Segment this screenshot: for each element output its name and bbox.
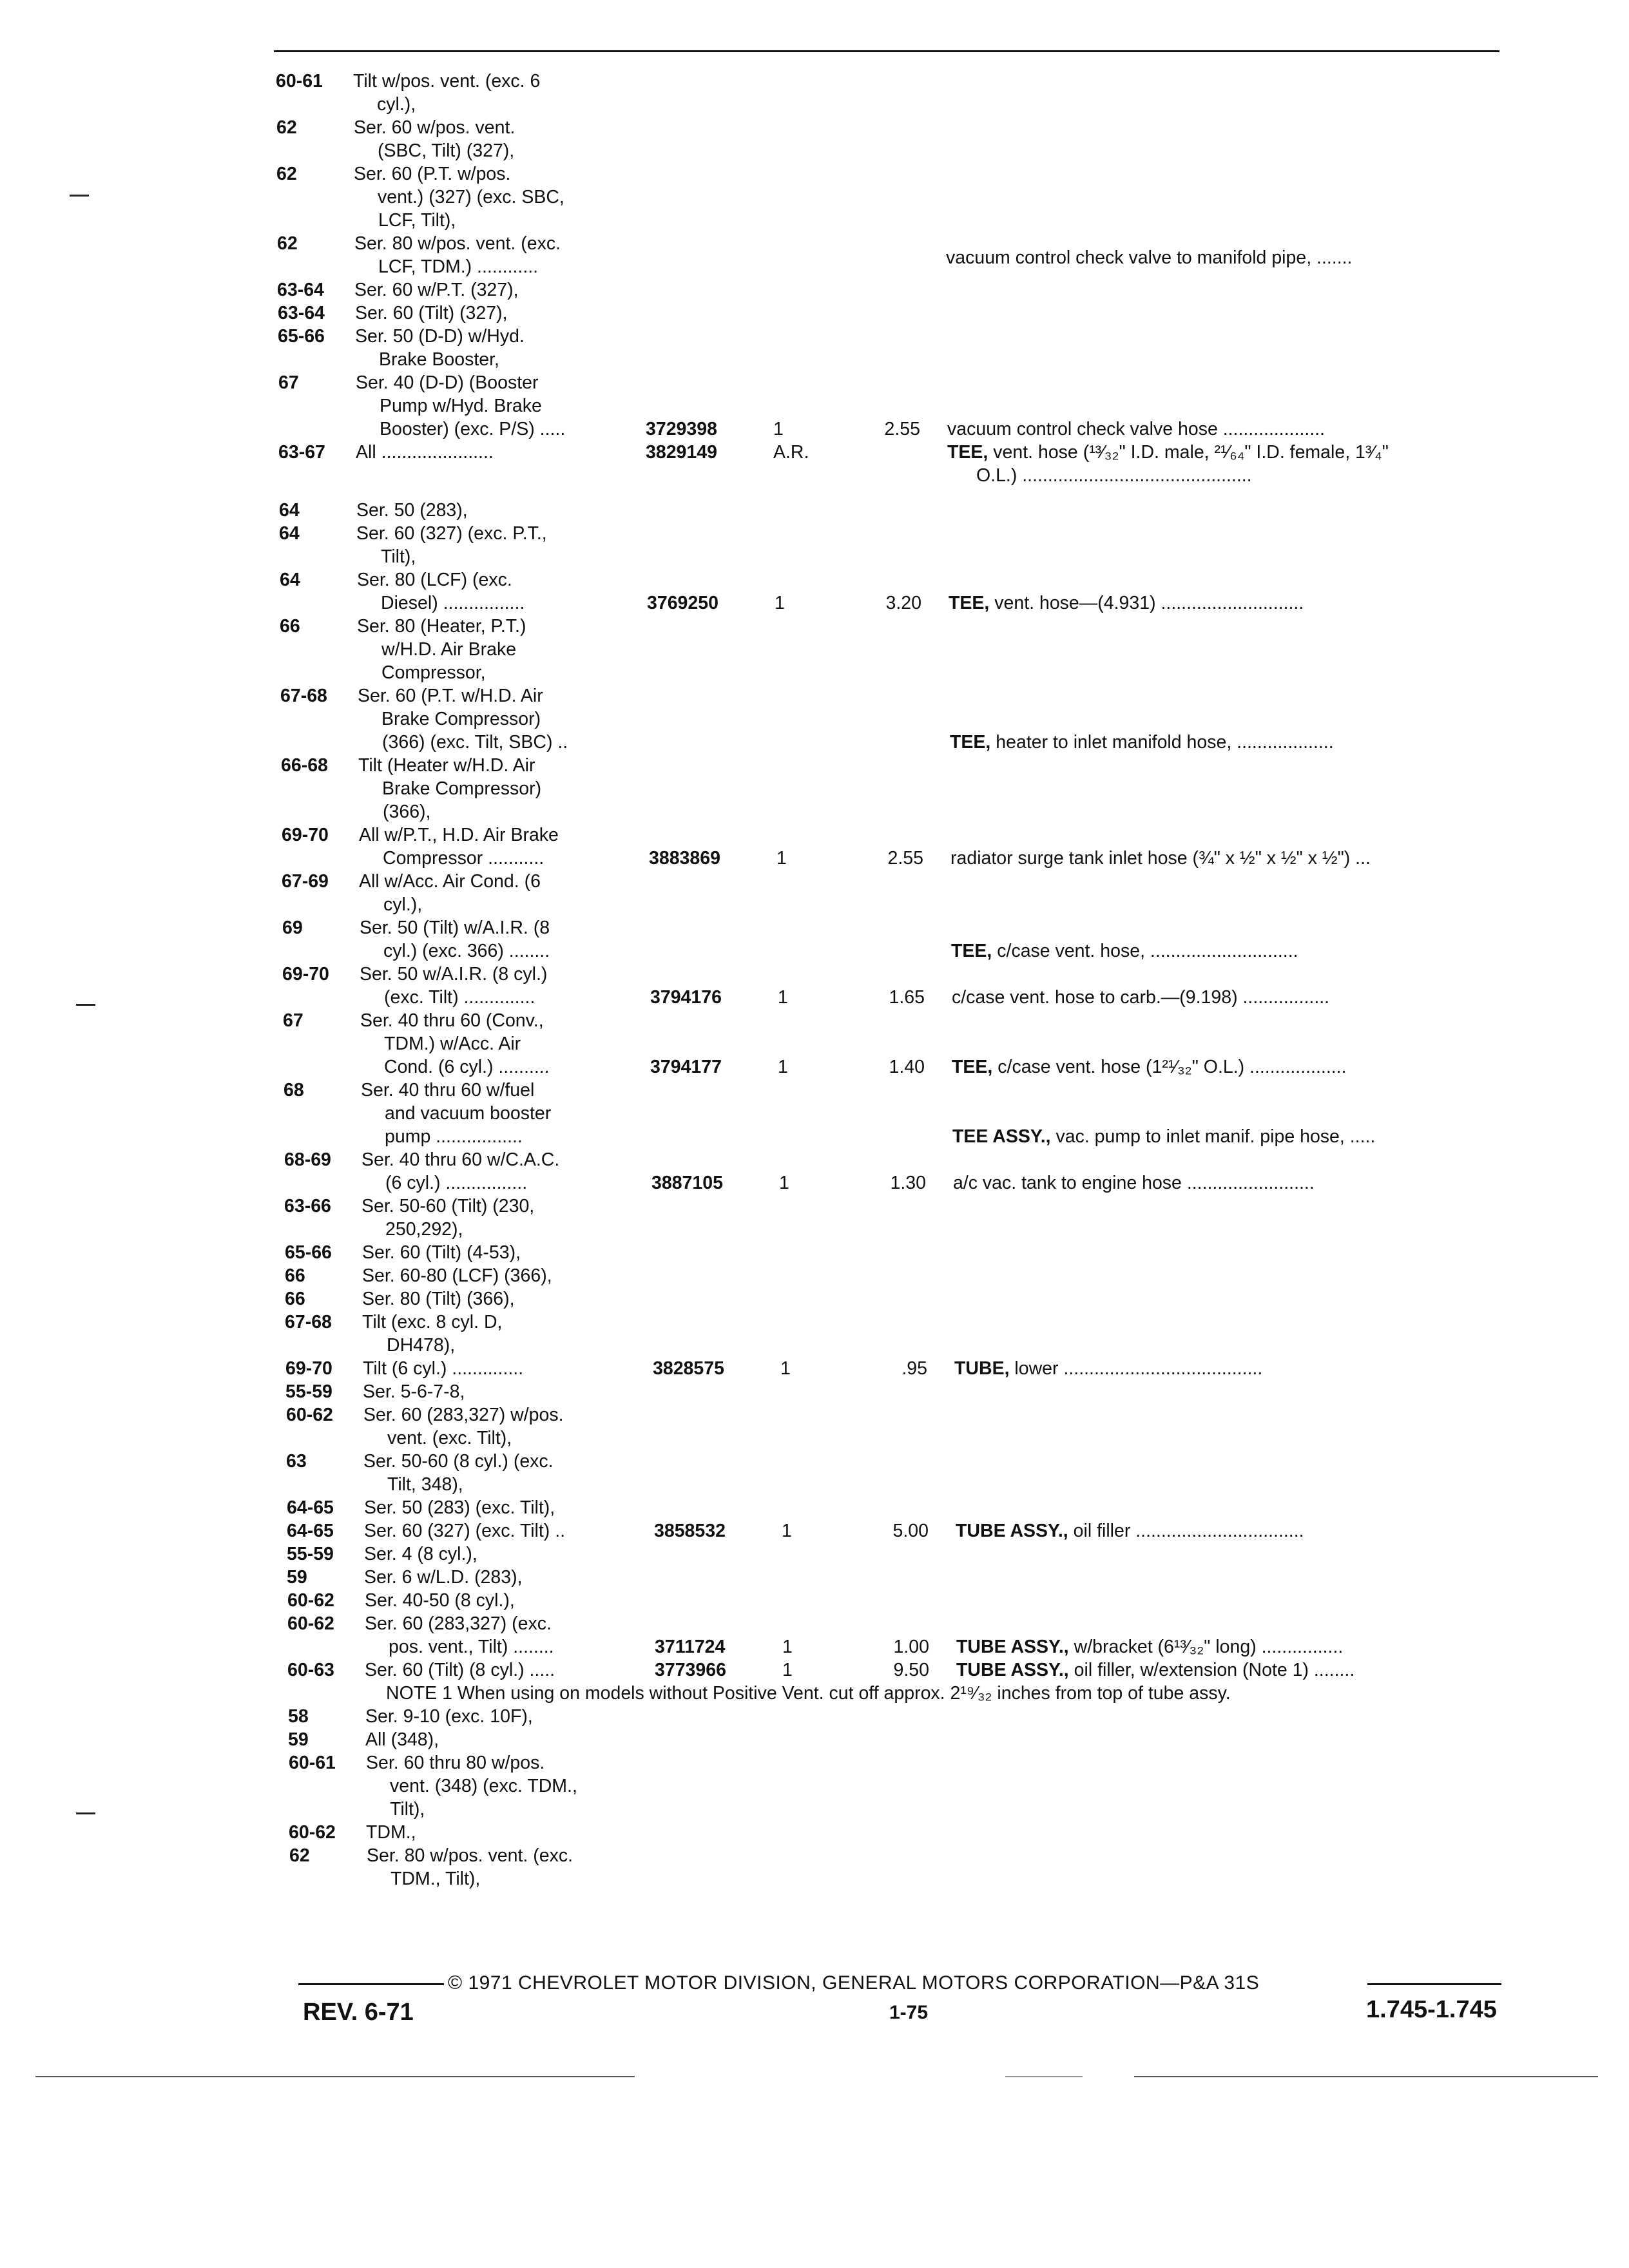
application: Pump w/Hyd. Brake	[380, 396, 542, 416]
part-number: 3711724	[655, 1637, 726, 1657]
model-years: 62	[289, 1845, 310, 1866]
model-years: 64	[279, 523, 300, 544]
part-number: 3729398	[646, 419, 717, 439]
quantity: 1	[782, 1660, 793, 1680]
application: Ser. 40 thru 60 w/fuel	[361, 1080, 535, 1100]
model-years: 69-70	[282, 964, 329, 985]
part-description	[952, 986, 1329, 1009]
application: 250,292),	[385, 1219, 463, 1240]
part-number: 3769250	[647, 593, 718, 613]
application: Ser. 60 (Tilt) (327),	[355, 303, 508, 323]
price: 2.55	[884, 419, 920, 439]
model-years: 59	[287, 1567, 307, 1588]
application: Tilt w/pos. vent. (exc. 6	[353, 71, 541, 91]
application: Tilt (exc. 8 cyl. D,	[362, 1312, 503, 1332]
model-years: 63-64	[277, 280, 324, 300]
part-description	[947, 418, 1325, 441]
application: Ser. 60 w/pos. vent.	[354, 117, 516, 138]
footer-page-number: 1-75	[889, 2002, 929, 2023]
application: Ser. 60 w/P.T. (327),	[354, 280, 519, 300]
price: 1.00	[893, 1637, 929, 1657]
part-detail: vac. pump to inlet manif. pipe hose, .....	[1050, 1126, 1376, 1147]
model-years: 64-65	[287, 1497, 334, 1518]
model-years: 63-67	[278, 442, 325, 463]
application: Ser. 50-60 (Tilt) (230,	[361, 1196, 535, 1216]
part-name: TEE ASSY.,	[952, 1126, 1051, 1147]
price: 3.20	[885, 593, 921, 613]
model-years: 64-65	[287, 1521, 334, 1541]
application: and vacuum booster	[385, 1103, 552, 1124]
part-detail: radiator surge tank inlet hose (¾" x ½" x ½" x ½") ...	[950, 848, 1371, 869]
model-years: 62	[276, 117, 297, 138]
model-years: 63-64	[278, 303, 325, 323]
model-years: 60-61	[289, 1753, 336, 1773]
application: Brake Compressor)	[382, 778, 542, 799]
application: Compressor ...........	[383, 848, 545, 869]
model-years: 69	[282, 918, 303, 938]
part-detail: oil filler, w/extension (Note 1) ........	[1068, 1660, 1355, 1680]
part-number: 3773966	[655, 1660, 726, 1680]
application: Tilt, 348),	[387, 1474, 463, 1495]
application: All w/P.T., H.D. Air Brake	[359, 825, 559, 845]
application: Ser. 80 w/pos. vent. (exc.	[354, 233, 561, 254]
model-years: 69-70	[282, 825, 329, 845]
application: w/H.D. Air Brake	[381, 639, 517, 660]
application: Ser. 60 (P.T. w/H.D. Air	[358, 686, 543, 706]
application: cyl.),	[377, 94, 416, 115]
application: cyl.) (exc. 366) ........	[383, 941, 550, 961]
part-description	[956, 1519, 1304, 1542]
part-detail: a/c vac. tank to engine hose .........................	[953, 1173, 1315, 1193]
part-detail-continued: O.L.) .............................................	[976, 465, 1252, 486]
model-years: 60-61	[276, 71, 323, 91]
part-number: 3828575	[653, 1358, 724, 1379]
part-description	[950, 847, 1371, 870]
part-name: TEE,	[947, 442, 988, 463]
part-name: TUBE ASSY.,	[956, 1660, 1069, 1680]
quantity: 1	[773, 419, 784, 439]
price: 9.50	[893, 1660, 929, 1680]
model-years: 63-66	[284, 1196, 331, 1216]
part-detail: heater to inlet manifold hose, ...................	[990, 732, 1334, 753]
application: (366),	[383, 802, 431, 822]
model-years: 60-62	[287, 1613, 334, 1634]
application: Booster) (exc. P/S) .....	[380, 419, 566, 439]
model-years: 60-62	[289, 1822, 336, 1843]
model-years: 55-59	[287, 1544, 334, 1564]
part-description	[952, 1125, 1375, 1148]
part-name: TEE,	[951, 941, 992, 961]
price: 1.30	[890, 1173, 926, 1193]
model-years: 64	[280, 570, 300, 590]
application: Ser. 5-6-7-8,	[363, 1381, 465, 1402]
model-years: 60-62	[286, 1405, 333, 1425]
model-years: 65-66	[278, 326, 325, 347]
model-years: 67-69	[282, 871, 329, 892]
application: Ser. 80 (Tilt) (366),	[362, 1289, 515, 1309]
margin-mark	[76, 1004, 95, 1006]
part-detail: w/bracket (6¹³⁄₃₂" long) ................	[1068, 1637, 1344, 1657]
model-years: 67-68	[280, 686, 327, 706]
model-years: 67	[283, 1010, 304, 1031]
application: Ser. 50 (D-D) w/Hyd.	[355, 326, 525, 347]
model-years: 60-62	[287, 1590, 334, 1611]
part-detail: vent. hose—(4.931) ............................	[989, 593, 1304, 613]
part-description	[951, 939, 1298, 963]
part-detail: c/case vent. hose to carb.—(9.198) .................	[952, 987, 1330, 1008]
price: 2.55	[887, 848, 923, 869]
part-detail: oil filler .................................	[1068, 1521, 1304, 1541]
application: (366) (exc. Tilt, SBC) ..	[382, 732, 568, 753]
application: All ......................	[356, 442, 494, 463]
model-years: 67	[278, 372, 299, 393]
part-description	[956, 1635, 1343, 1658]
application: Ser. 6 w/L.D. (283),	[364, 1567, 523, 1588]
part-detail: lower .......................................	[1009, 1358, 1263, 1379]
part-name: TEE,	[949, 593, 990, 613]
part-number: 3794177	[650, 1057, 722, 1077]
application: Ser. 50 (283) (exc. Tilt),	[364, 1497, 555, 1518]
model-years: 58	[288, 1706, 309, 1727]
part-description	[947, 441, 1389, 464]
application: Tilt),	[381, 546, 416, 567]
model-years: 68-69	[284, 1149, 331, 1170]
application: vent. (348) (exc. TDM.,	[390, 1776, 577, 1796]
quantity: 1	[782, 1637, 793, 1657]
model-years: 55-59	[285, 1381, 333, 1402]
quantity: 1	[780, 1358, 791, 1379]
part-name: TEE,	[952, 1057, 993, 1077]
part-detail: c/case vent. hose (1²¹⁄₃₂" O.L.) ...................	[992, 1057, 1347, 1077]
model-years: 59	[288, 1729, 309, 1750]
application: Ser. 60 (283,327) (exc.	[365, 1613, 552, 1634]
part-number: 3829149	[646, 442, 717, 463]
application: LCF, TDM.) ............	[378, 256, 539, 277]
footer-revision: REV. 6-71	[303, 1999, 414, 2026]
bottom-rule	[1134, 2076, 1598, 2077]
application: Ser. 40 thru 60 (Conv.,	[360, 1010, 544, 1031]
application: Ser. 50 w/A.I.R. (8 cyl.)	[360, 964, 548, 985]
part-detail: vent. hose (¹³⁄₃₂" I.D. male, ²¹⁄₆₄" I.D. female, 1³⁄₄"	[988, 442, 1389, 463]
model-years: 67-68	[285, 1312, 332, 1332]
application: (SBC, Tilt) (327),	[378, 140, 515, 161]
application: DH478),	[387, 1335, 456, 1356]
bottom-rule	[1005, 2076, 1083, 2077]
part-number: 3887105	[651, 1173, 723, 1193]
application: Brake Compressor)	[381, 709, 541, 729]
part-name: TUBE ASSY.,	[956, 1521, 1068, 1541]
part-name: TUBE,	[954, 1358, 1010, 1379]
application: Ser. 60 (P.T. w/pos.	[354, 164, 511, 184]
application: cyl.),	[383, 894, 423, 915]
note: NOTE 1 When using on models without Positive Vent. cut off approx. 2¹⁹⁄₃₂ inches from top of tube assy.	[386, 1683, 1231, 1704]
model-years: 64	[279, 500, 300, 521]
application: Cond. (6 cyl.) ..........	[384, 1057, 550, 1077]
application: Ser. 60 thru 80 w/pos.	[366, 1753, 545, 1773]
part-name: TUBE ASSY.,	[956, 1637, 1069, 1657]
quantity: 1	[778, 987, 788, 1008]
application: Ser. 80 (LCF) (exc.	[357, 570, 512, 590]
application: LCF, Tilt),	[378, 210, 456, 231]
model-years: 68	[284, 1080, 304, 1100]
application: Ser. 40 thru 60 w/C.A.C.	[361, 1149, 560, 1170]
application: TDM., Tilt),	[390, 1869, 481, 1889]
application: Tilt (6 cyl.) ..............	[363, 1358, 524, 1379]
application: Ser. 40-50 (8 cyl.),	[365, 1590, 515, 1611]
application: Tilt (Heater w/H.D. Air	[358, 755, 535, 776]
part-detail: vacuum control check valve hose ....................	[947, 419, 1325, 439]
model-years: 66	[280, 616, 300, 637]
part-description	[952, 1055, 1347, 1079]
model-years: 62	[276, 164, 297, 184]
application: Ser. 50 (283),	[356, 500, 468, 521]
model-years: 60-63	[287, 1660, 334, 1680]
application: Ser. 50-60 (8 cyl.) (exc.	[363, 1451, 554, 1472]
footer-copyright: © 1971 CHEVROLET MOTOR DIVISION, GENERAL MOTORS CORPORATION—P&A 31S	[448, 1972, 1260, 1994]
application: pump .................	[385, 1126, 523, 1147]
part-description	[950, 731, 1334, 754]
application: All w/Acc. Air Cond. (6	[359, 871, 541, 892]
application: vent. (exc. Tilt),	[387, 1428, 512, 1448]
application: (6 cyl.) ................	[385, 1173, 528, 1193]
model-years: 69-70	[285, 1358, 333, 1379]
price: 5.00	[892, 1521, 929, 1541]
part-description	[949, 591, 1304, 615]
application: Tilt),	[390, 1799, 425, 1820]
application: Ser. 80 w/pos. vent. (exc.	[367, 1845, 573, 1866]
quantity: 1	[778, 1057, 788, 1077]
application: All (348),	[365, 1729, 439, 1750]
application: Ser. 50 (Tilt) w/A.I.R. (8	[360, 918, 550, 938]
part-detail: c/case vent. hose, .............................	[992, 941, 1298, 961]
part-description	[946, 246, 1352, 269]
model-years: 66	[285, 1289, 305, 1309]
application: Ser. 40 (D-D) (Booster	[356, 372, 539, 393]
part-name: TEE,	[950, 732, 991, 753]
quantity: A.R.	[773, 442, 809, 463]
application: TDM.,	[366, 1822, 416, 1843]
application: Ser. 60 (Tilt) (8 cyl.) .....	[365, 1660, 555, 1680]
footer-rule-left	[298, 1983, 444, 1985]
application: TDM.) w/Acc. Air	[384, 1033, 521, 1054]
application: Compressor,	[381, 662, 486, 683]
quantity: 1	[782, 1521, 792, 1541]
part-description	[953, 1171, 1315, 1195]
application: Ser. 60 (327) (exc. P.T.,	[356, 523, 547, 544]
margin-mark	[76, 1812, 95, 1814]
quantity: 1	[775, 593, 785, 613]
application: Ser. 9-10 (exc. 10F),	[365, 1706, 533, 1727]
application: vent.) (327) (exc. SBC,	[378, 187, 564, 207]
price: 1.40	[889, 1057, 925, 1077]
model-years: 62	[277, 233, 298, 254]
part-description	[956, 1658, 1354, 1682]
footer-section-number: 1.745-1.745	[1366, 1996, 1497, 2023]
part-description	[954, 1357, 1262, 1380]
application: Ser. 4 (8 cyl.),	[364, 1544, 477, 1564]
part-number: 3858532	[654, 1521, 726, 1541]
margin-mark	[70, 195, 89, 197]
part-number: 3794176	[650, 987, 722, 1008]
footer-rule-right	[1367, 1983, 1501, 1985]
application: pos. vent., Tilt) ........	[389, 1637, 554, 1657]
model-years: 65-66	[285, 1242, 332, 1263]
part-number: 3883869	[649, 848, 720, 869]
top-rule	[274, 50, 1499, 52]
application: Ser. 60 (283,327) w/pos.	[363, 1405, 564, 1425]
model-years: 63	[286, 1451, 307, 1472]
model-years: 66-68	[281, 755, 328, 776]
price: 1.65	[889, 987, 925, 1008]
model-years: 66	[285, 1265, 305, 1286]
bottom-rule	[35, 2076, 635, 2077]
application: Diesel) ................	[381, 593, 525, 613]
application: (exc. Tilt) ..............	[384, 987, 535, 1008]
quantity: 1	[776, 848, 787, 869]
application: Ser. 60 (327) (exc. Tilt) ..	[364, 1521, 566, 1541]
application: Brake Booster,	[379, 349, 499, 370]
application: Ser. 80 (Heater, P.T.)	[357, 616, 526, 637]
application: Ser. 60 (Tilt) (4-53),	[362, 1242, 521, 1263]
part-detail: vacuum control check valve to manifold pipe, .......	[946, 247, 1353, 268]
price: .95	[901, 1358, 927, 1379]
application: Ser. 60-80 (LCF) (366),	[362, 1265, 552, 1286]
quantity: 1	[779, 1173, 789, 1193]
